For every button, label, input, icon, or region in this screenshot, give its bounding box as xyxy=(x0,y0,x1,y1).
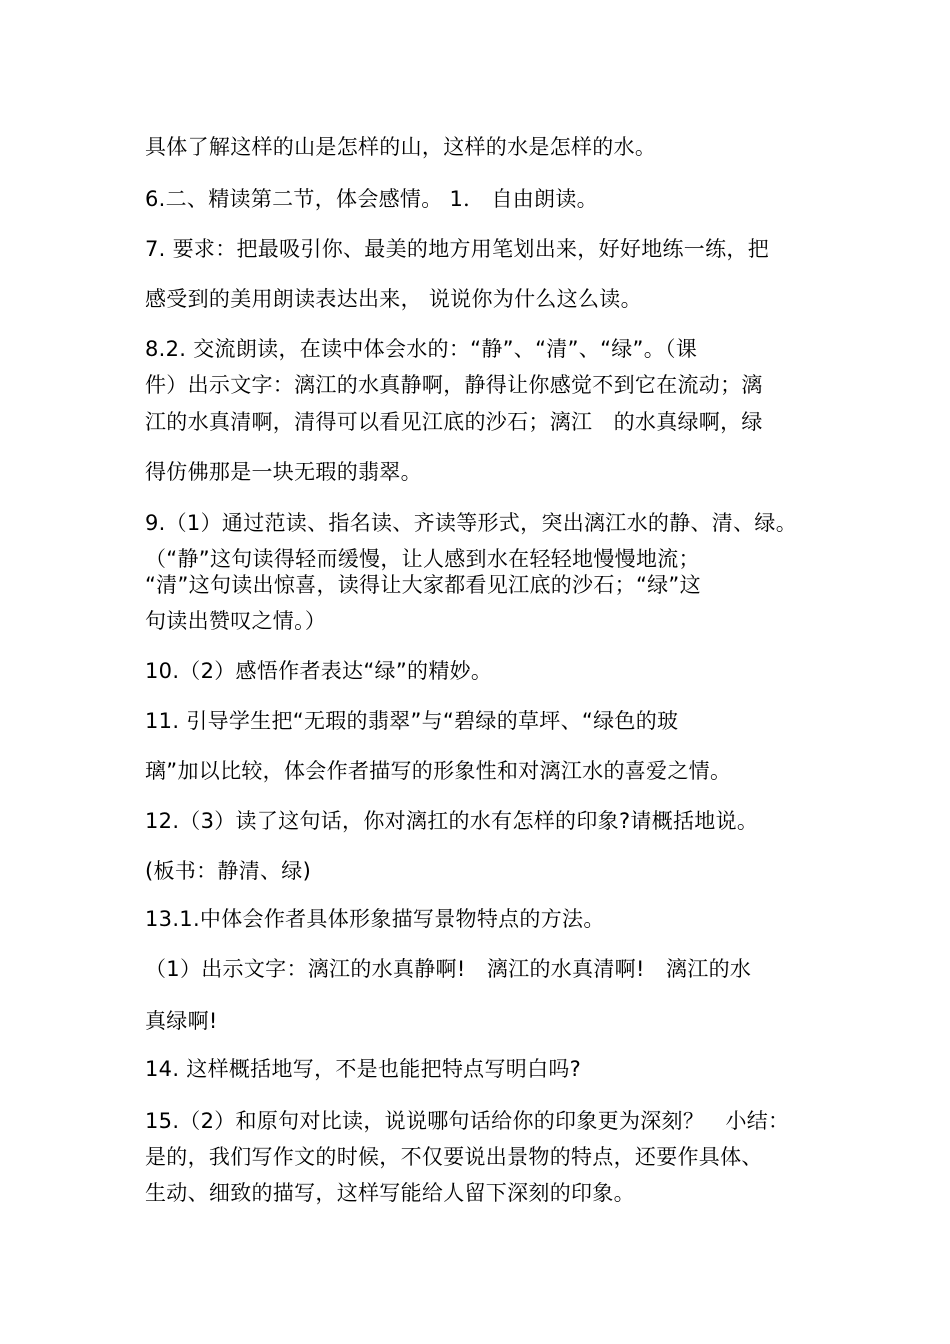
text-line: 9.（1）通过范读、指名读、齐读等形式，突出漓江水的静、清、绿。 xyxy=(145,511,797,535)
text-line: (板书：静清、绿) xyxy=(145,859,312,883)
text-line: 句读出赞叹之情。） xyxy=(145,609,327,633)
text-line: 14. 这样概括地写，不是也能把特点写明白吗? xyxy=(145,1057,582,1081)
text-line: 具体了解这样的山是怎样的山，这样的水是怎样的水。 xyxy=(145,135,657,159)
text-line: 件）出示文字：漓江的水真静啊，静得让你感觉不到它在流动；漓 xyxy=(145,373,763,397)
text-line: 10.（2）感悟作者表达“绿”的精妙。 xyxy=(145,659,493,683)
text-line: 12.（3）读了这句话，你对漓扛的水有怎样的印象?请概括地说。 xyxy=(145,809,759,833)
text-line: 是的，我们写作文的时候，不仅要说出景物的特点，还要作具体、 xyxy=(145,1145,763,1169)
text-line: （1）出示文字：漓江的水真静啊! 漓江的水真清啊! 漓江的水 xyxy=(145,957,752,981)
text-line: 13.1.中体会作者具体形象描写景物特点的方法。 xyxy=(145,907,605,931)
text-line: 得仿佛那是一块无瑕的翡翠。 xyxy=(145,460,422,484)
text-line: 江的水真清啊，清得可以看见江底的沙石；漓江 的水真绿啊，绿 xyxy=(145,410,763,434)
text-line: 6.二、精读第二节，体会感情。 1． 自由朗读。 xyxy=(145,187,598,211)
text-line: 7. 要求：把最吸引你、最美的地方用笔划出来，好好地练一练，把 xyxy=(145,237,770,261)
text-line: 生动、细致的描写，这样写能给人留下深刻的印象。 xyxy=(145,1181,635,1205)
text-line: 15.（2）和原句对比读，说说哪句话给你的印象更为深刻？ 小结： xyxy=(145,1109,790,1133)
text-line: 8.2. 交流朗读，在读中体会水的：“静”、“清”、“绿”。（课 xyxy=(145,337,698,361)
text-line: “清”这句读出惊喜，读得让大家都看见江底的沙石；“绿”这 xyxy=(145,573,701,597)
text-line: 璃”加以比较，体会作者描写的形象性和对漓江水的喜爱之情。 xyxy=(145,759,732,783)
text-line: 感受到的美用朗读表达出来， 说说你为什么这么读。 xyxy=(145,287,642,311)
text-line: 11. 引导学生把“无瑕的翡翠”与“碧绿的草坪、“绿色的玻 xyxy=(145,709,679,733)
text-line: 真绿啊! xyxy=(145,1009,218,1033)
text-line: （“静”这句读得轻而缓慢，让人感到水在轻轻地慢慢地流； xyxy=(145,547,700,571)
